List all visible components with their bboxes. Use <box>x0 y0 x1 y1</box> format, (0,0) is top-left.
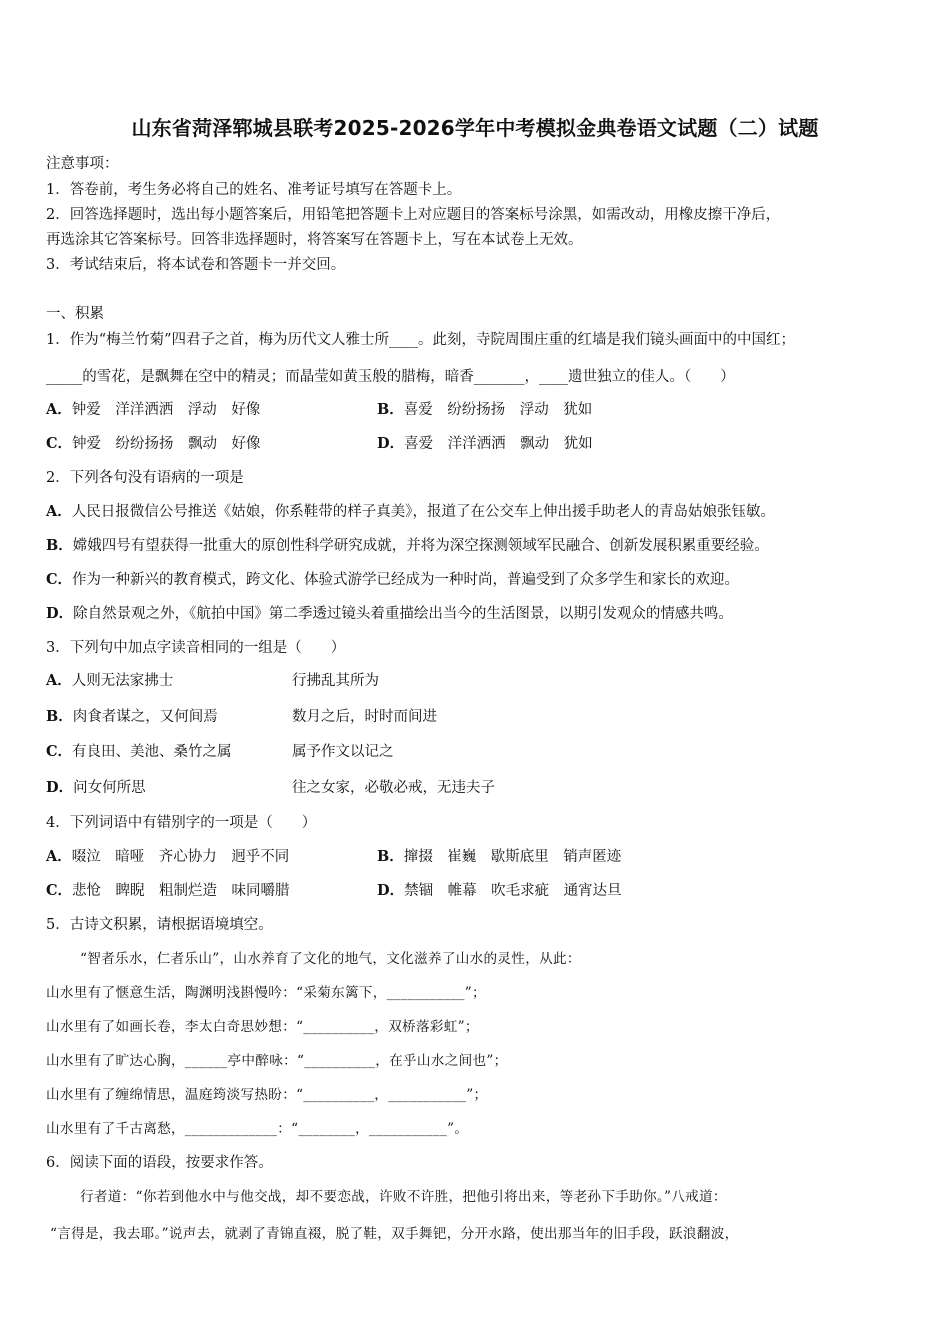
notice-item: 2．回答选择题时，选出每小题答案后，用铅笔把答题卡上对应题目的答案标号涂黑，如需改动，用橡皮擦干净后， <box>46 207 781 223</box>
option-a-right: 行拂乱其所为 <box>292 673 379 689</box>
option-text: 钟爱 洋洋洒洒 浮动 好像 <box>71 402 261 418</box>
option-b <box>46 534 769 555</box>
option-label: C． <box>46 882 73 899</box>
question-stem: 5．古诗文积累，请根据语境填空。 <box>46 917 273 933</box>
option-text: 除自然景观之外，《航拍中国》第二季透过镜头着重描绘出当今的生活图景，以期引发观众的情感共鸣。 <box>73 606 733 622</box>
option-a <box>46 398 260 419</box>
question-stem: 1．作为“梅兰竹菊”四君子之首，梅为历代文人雅士所____。此刻，寺院周围庄重的红墙是我们镜头画面中的中国红； <box>46 332 796 348</box>
option-text: 啜泣 暗哑 齐心协力 迥乎不同 <box>71 849 290 865</box>
option-label: A． <box>46 503 72 520</box>
option-label: A． <box>46 401 72 418</box>
fill-blank-line: 山水里有了缠绵情思，温庭筠淡写热盼：“__________，___________”； <box>46 1087 488 1103</box>
fill-blank-line: 山水里有了如画长卷，李太白奇思妙想：“__________，双桥落彩虹”； <box>46 1019 479 1035</box>
page-title: 山东省菏泽郓城县联考2025-2026学年中考模拟金典卷语文试题（二）试题 <box>131 116 819 140</box>
option-c <box>46 879 290 900</box>
option-a <box>46 669 173 690</box>
question-stem: 2．下列各句没有语病的一项是 <box>46 470 244 486</box>
option-text: 有良田、美池、桑竹之属 <box>72 744 232 760</box>
notice-item: 再选涂其它答案标号。回答非选择题时，将答案写在答题卡上，写在本试卷上无效。 <box>46 232 583 248</box>
option-label: D． <box>46 605 74 622</box>
notice-heading: 注意事项： <box>46 156 119 172</box>
section-heading: 一、积累 <box>46 306 104 322</box>
option-text: 喜爱 洋洋洒洒 飘动 犹如 <box>404 436 593 452</box>
option-d <box>46 776 146 797</box>
option-d <box>46 602 733 623</box>
option-text: 作为一种新兴的教育模式，跨文化、体验式游学已经成为一种时尚，普遍受到了众多学生和家长的欢迎。 <box>72 572 740 588</box>
reading-paragraph: “言得是，我去耶。”说声去，就剥了青锦直裰，脱了鞋，双手舞钯，分开水路，使出那当年的旧手段，跃浪翻波， <box>50 1226 739 1242</box>
option-label: B． <box>46 708 73 725</box>
option-label: B． <box>377 848 404 865</box>
fill-blank-line: 山水里有了千古离愁，_____________：“________，___________”。 <box>46 1121 469 1137</box>
option-a <box>46 500 775 521</box>
option-text: 禁锢 帷幕 吹毛求疵 通宵达旦 <box>404 883 622 899</box>
option-text: 钟爱 纷纷扬扬 飘动 好像 <box>72 436 261 452</box>
fill-blank-line: 山水里有了旷达心胸，______亭中醉咏：“__________，在乎山水之间也”； <box>46 1053 508 1069</box>
option-c-right: 属予作文以记之 <box>292 744 394 760</box>
option-d <box>377 432 593 453</box>
option-a <box>46 845 289 866</box>
option-label: D． <box>377 435 405 452</box>
option-text: 嫦娥四号有望获得一批重大的原创性科学研究成就，并将为深空探测领域军民融合、创新发展积累重要经验。 <box>72 538 769 554</box>
option-text: 人则无法家拂士 <box>71 673 174 689</box>
option-text: 人民日报微信公号推送《姑娘，你系鞋带的样子真美》，报道了在公交车上伸出援手助老人的青岛姑娘张钰敏。 <box>71 504 776 520</box>
option-label: B． <box>46 537 73 554</box>
option-label: C． <box>46 571 73 588</box>
option-text: 问女何所思 <box>73 780 146 796</box>
option-text: 肉食者谋之，又何间焉 <box>72 709 218 725</box>
option-b-right: 数月之后，时时而间进 <box>292 709 437 725</box>
option-label: A． <box>46 848 72 865</box>
option-label: B． <box>377 401 404 418</box>
option-d-right: 往之女家，必敬必戒，无违夫子 <box>292 780 495 796</box>
option-label: A． <box>46 672 72 689</box>
fill-blank-line: 山水里有了惬意生活，陶渊明浅斟慢吟：“采菊东篱下，___________”； <box>46 985 486 1001</box>
option-b <box>377 398 592 419</box>
option-label: C． <box>46 435 73 452</box>
option-d <box>377 879 622 900</box>
question-stem: 6．阅读下面的语段，按要求作答。 <box>46 1155 273 1171</box>
question-stem: _____的雪花，是飘舞在空中的精灵；而晶莹如黄玉般的腊梅，暗香_______，____遗世独立的佳人。（ ） <box>46 369 735 385</box>
question-stem: 4．下列词语中有错别字的一项是（ ） <box>46 815 317 831</box>
option-label: D． <box>46 779 74 796</box>
poem-intro: “智者乐水，仁者乐山”，山水养育了文化的地气，文化滋养了山水的灵性，从此： <box>80 951 581 967</box>
notice-item: 3．考试结束后，将本试卷和答题卡一并交回。 <box>46 257 346 273</box>
option-c <box>46 432 261 453</box>
option-label: C． <box>46 743 73 760</box>
notice-item: 1．答卷前，考生务必将自己的姓名、准考证号填写在答题卡上。 <box>46 182 462 198</box>
question-stem: 3．下列句中加点字读音相同的一组是（ ） <box>46 640 346 656</box>
option-c <box>46 568 739 589</box>
option-b <box>46 705 218 726</box>
option-c <box>46 740 232 761</box>
option-text: 撺掇 崔巍 歇斯底里 销声匿迹 <box>403 849 622 865</box>
option-label: D． <box>377 882 405 899</box>
option-b <box>377 845 621 866</box>
option-text: 悲怆 睥睨 粗制烂造 味同嚼腊 <box>72 883 290 899</box>
reading-paragraph: 行者道：“你若到他水中与他交战，却不要恋战，许败不许胜，把他引将出来，等老孙下手助你。”八戒道： <box>80 1189 727 1205</box>
option-text: 喜爱 纷纷扬扬 浮动 犹如 <box>403 402 593 418</box>
